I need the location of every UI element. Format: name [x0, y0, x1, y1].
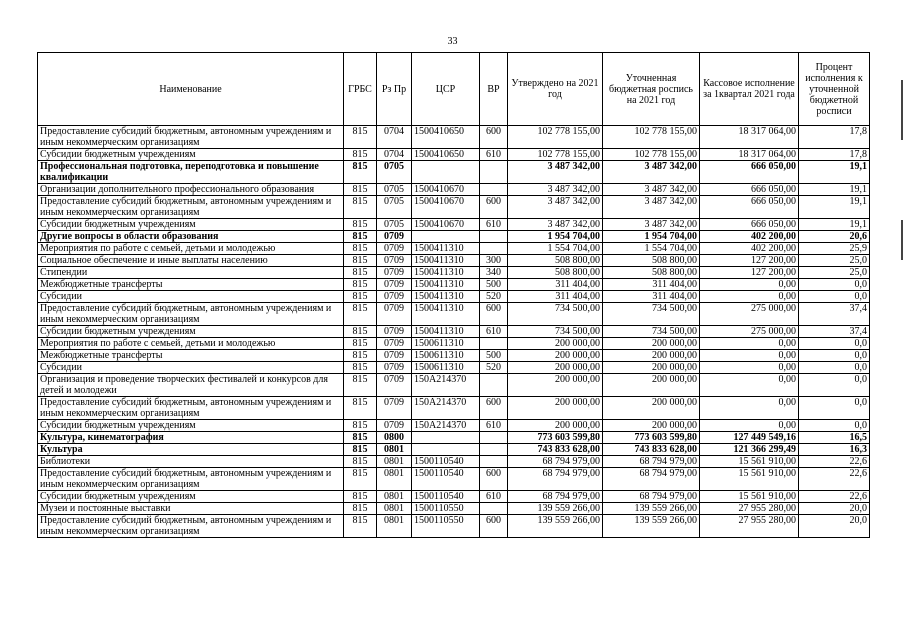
cell-grbs: 815 — [344, 397, 377, 420]
cell-revised: 3 487 342,00 — [603, 196, 700, 219]
table-row — [38, 456, 870, 468]
cell-cash: 0,00 — [700, 397, 799, 420]
cell-revised: 734 500,00 — [603, 326, 700, 338]
cell-name: Организация и проведение творческих фестивалей и конкурсов для детей и молодежи — [38, 374, 344, 397]
cell-csr — [412, 231, 480, 243]
cell-grbs: 815 — [344, 456, 377, 468]
table-row — [38, 350, 870, 362]
cell-approved: 508 800,00 — [508, 255, 603, 267]
cell-vr — [480, 432, 508, 444]
cell-name: Межбюджетные трансферты — [38, 279, 344, 291]
col-header-vr: ВР — [480, 53, 508, 126]
cell-name: Субсидии — [38, 362, 344, 374]
cell-vr — [480, 444, 508, 456]
table-row — [38, 279, 870, 291]
cell-approved: 743 833 628,00 — [508, 444, 603, 456]
cell-csr: 1500410650 — [412, 149, 480, 161]
cell-approved: 734 500,00 — [508, 326, 603, 338]
cell-grbs: 815 — [344, 350, 377, 362]
table-row — [38, 420, 870, 432]
table-row — [38, 397, 870, 420]
cell-rzpr: 0709 — [377, 291, 412, 303]
cell-percent: 17,8 — [799, 149, 870, 161]
table-row — [38, 243, 870, 255]
cell-cash: 0,00 — [700, 338, 799, 350]
col-header-approved: Утверждено на 2021 год — [508, 53, 603, 126]
cell-csr: 1500110540 — [412, 456, 480, 468]
cell-rzpr: 0709 — [377, 362, 412, 374]
table-row — [38, 491, 870, 503]
table-row — [38, 444, 870, 456]
cell-name: Другие вопросы в области образования — [38, 231, 344, 243]
cell-grbs: 815 — [344, 444, 377, 456]
cell-vr: 500 — [480, 350, 508, 362]
cell-csr: 1500110540 — [412, 468, 480, 491]
cell-name: Субсидии бюджетным учреждениям — [38, 326, 344, 338]
cell-grbs: 815 — [344, 420, 377, 432]
table-row — [38, 255, 870, 267]
cell-name: Мероприятия по работе с семьей, детьми и молодежью — [38, 243, 344, 255]
cell-rzpr: 0800 — [377, 432, 412, 444]
cell-vr: 520 — [480, 362, 508, 374]
cell-percent: 19,1 — [799, 196, 870, 219]
cell-vr: 500 — [480, 279, 508, 291]
cell-revised: 773 603 599,80 — [603, 432, 700, 444]
table-row — [38, 503, 870, 515]
table-row — [38, 374, 870, 397]
cell-revised: 508 800,00 — [603, 255, 700, 267]
cell-vr: 610 — [480, 420, 508, 432]
cell-approved: 200 000,00 — [508, 350, 603, 362]
cell-name: Музеи и постоянные выставки — [38, 503, 344, 515]
cell-name: Предоставление субсидий бюджетным, автономным учреждениям и иным некоммерческим организациям — [38, 126, 344, 149]
cell-percent: 19,1 — [799, 184, 870, 196]
cell-grbs: 815 — [344, 291, 377, 303]
cell-name: Предоставление субсидий бюджетным, автономным учреждениям и иным некоммерческим организациям — [38, 196, 344, 219]
cell-rzpr: 0709 — [377, 267, 412, 279]
cell-name: Субсидии бюджетным учреждениям — [38, 491, 344, 503]
cell-cash: 127 200,00 — [700, 267, 799, 279]
cell-revised: 311 404,00 — [603, 291, 700, 303]
cell-approved: 139 559 266,00 — [508, 515, 603, 538]
cell-cash: 0,00 — [700, 362, 799, 374]
cell-vr: 600 — [480, 196, 508, 219]
cell-rzpr: 0704 — [377, 149, 412, 161]
cell-approved: 311 404,00 — [508, 291, 603, 303]
cell-percent: 16,3 — [799, 444, 870, 456]
cell-cash: 18 317 064,00 — [700, 149, 799, 161]
cell-vr — [480, 231, 508, 243]
cell-grbs: 815 — [344, 243, 377, 255]
cell-cash: 121 366 299,49 — [700, 444, 799, 456]
cell-csr — [412, 161, 480, 184]
cell-percent: 0,0 — [799, 338, 870, 350]
cell-cash: 0,00 — [700, 291, 799, 303]
cell-approved: 68 794 979,00 — [508, 456, 603, 468]
cell-rzpr: 0709 — [377, 374, 412, 397]
cell-approved: 3 487 342,00 — [508, 161, 603, 184]
cell-approved: 68 794 979,00 — [508, 491, 603, 503]
cell-rzpr: 0709 — [377, 338, 412, 350]
table-row — [38, 149, 870, 161]
cell-revised: 139 559 266,00 — [603, 503, 700, 515]
cell-rzpr: 0704 — [377, 126, 412, 149]
cell-cash: 15 561 910,00 — [700, 456, 799, 468]
cell-csr: 1500410670 — [412, 219, 480, 231]
cell-grbs: 815 — [344, 303, 377, 326]
cell-grbs: 815 — [344, 374, 377, 397]
table-row — [38, 515, 870, 538]
cell-approved: 102 778 155,00 — [508, 126, 603, 149]
cell-percent: 22,6 — [799, 468, 870, 491]
cell-revised: 311 404,00 — [603, 279, 700, 291]
cell-percent: 0,0 — [799, 279, 870, 291]
cell-percent: 19,1 — [799, 219, 870, 231]
cell-rzpr: 0801 — [377, 456, 412, 468]
cell-rzpr: 0709 — [377, 231, 412, 243]
cell-percent: 25,0 — [799, 267, 870, 279]
cell-csr: 1500411310 — [412, 291, 480, 303]
cell-csr — [412, 432, 480, 444]
cell-revised: 200 000,00 — [603, 338, 700, 350]
cell-cash: 15 561 910,00 — [700, 491, 799, 503]
cell-approved: 200 000,00 — [508, 338, 603, 350]
cell-revised: 200 000,00 — [603, 397, 700, 420]
table-row — [38, 326, 870, 338]
cell-grbs: 815 — [344, 362, 377, 374]
table-row — [38, 362, 870, 374]
cell-rzpr: 0709 — [377, 420, 412, 432]
cell-approved: 773 603 599,80 — [508, 432, 603, 444]
cell-cash: 402 200,00 — [700, 231, 799, 243]
cell-vr — [480, 338, 508, 350]
col-header-cash: Кассовое исполнение за 1квартал 2021 года — [700, 53, 799, 126]
cell-name: Субсидии — [38, 291, 344, 303]
cell-cash: 27 955 280,00 — [700, 503, 799, 515]
page-edge-mark — [901, 80, 903, 140]
cell-approved: 200 000,00 — [508, 397, 603, 420]
cell-revised: 200 000,00 — [603, 350, 700, 362]
cell-name: Социальное обеспечение и иные выплаты населению — [38, 255, 344, 267]
cell-revised: 200 000,00 — [603, 362, 700, 374]
cell-percent: 25,0 — [799, 255, 870, 267]
cell-approved: 1 954 704,00 — [508, 231, 603, 243]
cell-name: Предоставление субсидий бюджетным, автономным учреждениям и иным некоммерческим организациям — [38, 515, 344, 538]
cell-approved: 200 000,00 — [508, 374, 603, 397]
cell-cash: 275 000,00 — [700, 303, 799, 326]
cell-name: Стипендии — [38, 267, 344, 279]
cell-rzpr: 0801 — [377, 503, 412, 515]
cell-approved: 200 000,00 — [508, 420, 603, 432]
cell-revised: 68 794 979,00 — [603, 456, 700, 468]
cell-cash: 0,00 — [700, 420, 799, 432]
cell-csr: 1500110550 — [412, 515, 480, 538]
cell-percent: 0,0 — [799, 350, 870, 362]
cell-vr: 600 — [480, 126, 508, 149]
cell-percent: 0,0 — [799, 374, 870, 397]
cell-rzpr: 0709 — [377, 350, 412, 362]
cell-grbs: 815 — [344, 503, 377, 515]
cell-csr: 1500410670 — [412, 196, 480, 219]
cell-rzpr: 0801 — [377, 468, 412, 491]
cell-percent: 22,6 — [799, 456, 870, 468]
col-header-grbs: ГРБС — [344, 53, 377, 126]
cell-revised: 102 778 155,00 — [603, 126, 700, 149]
cell-vr: 610 — [480, 149, 508, 161]
table-row — [38, 267, 870, 279]
cell-rzpr: 0709 — [377, 243, 412, 255]
cell-cash: 0,00 — [700, 350, 799, 362]
cell-grbs: 815 — [344, 161, 377, 184]
table-row — [38, 338, 870, 350]
cell-cash: 0,00 — [700, 374, 799, 397]
col-header-rzpr: Рз Пр — [377, 53, 412, 126]
cell-revised: 102 778 155,00 — [603, 149, 700, 161]
cell-vr: 610 — [480, 219, 508, 231]
cell-rzpr: 0709 — [377, 397, 412, 420]
cell-csr: 1500411310 — [412, 279, 480, 291]
cell-name: Межбюджетные трансферты — [38, 350, 344, 362]
cell-percent: 20,6 — [799, 231, 870, 243]
cell-grbs: 815 — [344, 255, 377, 267]
table-row — [38, 303, 870, 326]
cell-rzpr: 0709 — [377, 255, 412, 267]
cell-csr: 1500110540 — [412, 491, 480, 503]
cell-cash: 666 050,00 — [700, 219, 799, 231]
cell-percent: 0,0 — [799, 420, 870, 432]
cell-cash: 15 561 910,00 — [700, 468, 799, 491]
cell-name: Профессиональная подготовка, переподготовка и повышение квалификации — [38, 161, 344, 184]
cell-csr: 1500611310 — [412, 338, 480, 350]
cell-name: Организации дополнительного профессионального образования — [38, 184, 344, 196]
cell-name: Культура — [38, 444, 344, 456]
cell-percent: 25,9 — [799, 243, 870, 255]
cell-rzpr: 0705 — [377, 184, 412, 196]
cell-name: Библиотеки — [38, 456, 344, 468]
table-row — [38, 126, 870, 149]
cell-grbs: 815 — [344, 279, 377, 291]
cell-approved: 1 554 704,00 — [508, 243, 603, 255]
cell-csr: 1500411310 — [412, 243, 480, 255]
table-row — [38, 432, 870, 444]
cell-name: Предоставление субсидий бюджетным, автономным учреждениям и иным некоммерческим организациям — [38, 397, 344, 420]
cell-percent: 20,0 — [799, 503, 870, 515]
cell-rzpr: 0705 — [377, 219, 412, 231]
cell-revised: 743 833 628,00 — [603, 444, 700, 456]
cell-rzpr: 0801 — [377, 444, 412, 456]
cell-revised: 1 954 704,00 — [603, 231, 700, 243]
cell-grbs: 815 — [344, 126, 377, 149]
cell-vr: 520 — [480, 291, 508, 303]
cell-rzpr: 0705 — [377, 161, 412, 184]
page-edge-mark — [901, 220, 903, 260]
cell-csr: 1500411310 — [412, 255, 480, 267]
cell-vr — [480, 374, 508, 397]
cell-csr: 1500411310 — [412, 267, 480, 279]
cell-revised: 508 800,00 — [603, 267, 700, 279]
table-header-row — [38, 53, 870, 126]
cell-name: Мероприятия по работе с семьей, детьми и молодежью — [38, 338, 344, 350]
cell-vr: 600 — [480, 303, 508, 326]
cell-approved: 3 487 342,00 — [508, 184, 603, 196]
cell-csr: 1500611310 — [412, 350, 480, 362]
cell-csr: 1500411310 — [412, 326, 480, 338]
cell-csr: 1500110550 — [412, 503, 480, 515]
cell-csr: 150A214370 — [412, 420, 480, 432]
cell-approved: 508 800,00 — [508, 267, 603, 279]
cell-rzpr: 0705 — [377, 196, 412, 219]
cell-rzpr: 0709 — [377, 303, 412, 326]
cell-grbs: 815 — [344, 491, 377, 503]
cell-revised: 1 554 704,00 — [603, 243, 700, 255]
cell-name: Предоставление субсидий бюджетным, автономным учреждениям и иным некоммерческим организациям — [38, 303, 344, 326]
cell-percent: 20,0 — [799, 515, 870, 538]
cell-rzpr: 0801 — [377, 515, 412, 538]
cell-vr: 340 — [480, 267, 508, 279]
cell-grbs: 815 — [344, 338, 377, 350]
cell-revised: 139 559 266,00 — [603, 515, 700, 538]
cell-csr: 150A214370 — [412, 397, 480, 420]
cell-rzpr: 0709 — [377, 279, 412, 291]
cell-revised: 3 487 342,00 — [603, 184, 700, 196]
cell-grbs: 815 — [344, 149, 377, 161]
cell-revised: 3 487 342,00 — [603, 161, 700, 184]
cell-grbs: 815 — [344, 219, 377, 231]
cell-approved: 139 559 266,00 — [508, 503, 603, 515]
table-row — [38, 231, 870, 243]
cell-vr: 600 — [480, 468, 508, 491]
table-row — [38, 184, 870, 196]
cell-approved: 734 500,00 — [508, 303, 603, 326]
cell-approved: 102 778 155,00 — [508, 149, 603, 161]
col-header-name: Наименование — [38, 53, 344, 126]
table-row — [38, 219, 870, 231]
cell-cash: 666 050,00 — [700, 184, 799, 196]
cell-vr — [480, 243, 508, 255]
cell-vr — [480, 184, 508, 196]
cell-name: Культура, кинематография — [38, 432, 344, 444]
cell-percent: 16,5 — [799, 432, 870, 444]
cell-percent: 37,4 — [799, 326, 870, 338]
cell-vr — [480, 503, 508, 515]
cell-grbs: 815 — [344, 231, 377, 243]
cell-vr: 300 — [480, 255, 508, 267]
cell-cash: 27 955 280,00 — [700, 515, 799, 538]
cell-grbs: 815 — [344, 468, 377, 491]
cell-csr — [412, 444, 480, 456]
cell-name: Предоставление субсидий бюджетным, автономным учреждениям и иным некоммерческим организациям — [38, 468, 344, 491]
cell-revised: 3 487 342,00 — [603, 219, 700, 231]
cell-grbs: 815 — [344, 184, 377, 196]
cell-approved: 200 000,00 — [508, 362, 603, 374]
cell-vr: 610 — [480, 491, 508, 503]
cell-grbs: 815 — [344, 196, 377, 219]
cell-revised: 200 000,00 — [603, 374, 700, 397]
page-number: 33 — [447, 36, 458, 47]
cell-cash: 402 200,00 — [700, 243, 799, 255]
cell-percent: 17,8 — [799, 126, 870, 149]
cell-percent: 0,0 — [799, 397, 870, 420]
cell-percent: 19,1 — [799, 161, 870, 184]
cell-grbs: 815 — [344, 267, 377, 279]
cell-name: Субсидии бюджетным учреждениям — [38, 420, 344, 432]
cell-vr: 600 — [480, 397, 508, 420]
cell-approved: 3 487 342,00 — [508, 219, 603, 231]
cell-percent: 22,6 — [799, 491, 870, 503]
table-row — [38, 196, 870, 219]
cell-revised: 200 000,00 — [603, 420, 700, 432]
col-header-csr: ЦСР — [412, 53, 480, 126]
budget-execution-table — [37, 52, 870, 538]
cell-percent: 0,0 — [799, 362, 870, 374]
cell-vr: 610 — [480, 326, 508, 338]
cell-percent: 37,4 — [799, 303, 870, 326]
col-header-percent: Процент исполнения к уточненной бюджетной росписи — [799, 53, 870, 126]
cell-csr: 1500410650 — [412, 126, 480, 149]
cell-cash: 127 449 549,16 — [700, 432, 799, 444]
cell-vr — [480, 456, 508, 468]
cell-approved: 3 487 342,00 — [508, 196, 603, 219]
cell-revised: 734 500,00 — [603, 303, 700, 326]
cell-grbs: 815 — [344, 326, 377, 338]
cell-csr: 150A214370 — [412, 374, 480, 397]
cell-approved: 68 794 979,00 — [508, 468, 603, 491]
cell-csr: 1500410670 — [412, 184, 480, 196]
table-row — [38, 468, 870, 491]
cell-cash: 275 000,00 — [700, 326, 799, 338]
cell-cash: 0,00 — [700, 279, 799, 291]
cell-revised: 68 794 979,00 — [603, 468, 700, 491]
cell-rzpr: 0709 — [377, 326, 412, 338]
cell-name: Субсидии бюджетным учреждениям — [38, 149, 344, 161]
cell-percent: 0,0 — [799, 291, 870, 303]
cell-cash: 666 050,00 — [700, 161, 799, 184]
col-header-revised: Уточненная бюджетная роспись на 2021 год — [603, 53, 700, 126]
table-row — [38, 291, 870, 303]
cell-cash: 18 317 064,00 — [700, 126, 799, 149]
cell-rzpr: 0801 — [377, 491, 412, 503]
cell-vr: 600 — [480, 515, 508, 538]
cell-name: Субсидии бюджетным учреждениям — [38, 219, 344, 231]
table-row — [38, 161, 870, 184]
cell-vr — [480, 161, 508, 184]
cell-cash: 127 200,00 — [700, 255, 799, 267]
cell-csr: 1500611310 — [412, 362, 480, 374]
cell-grbs: 815 — [344, 515, 377, 538]
cell-approved: 311 404,00 — [508, 279, 603, 291]
cell-csr: 1500411310 — [412, 303, 480, 326]
cell-cash: 666 050,00 — [700, 196, 799, 219]
cell-grbs: 815 — [344, 432, 377, 444]
cell-revised: 68 794 979,00 — [603, 491, 700, 503]
